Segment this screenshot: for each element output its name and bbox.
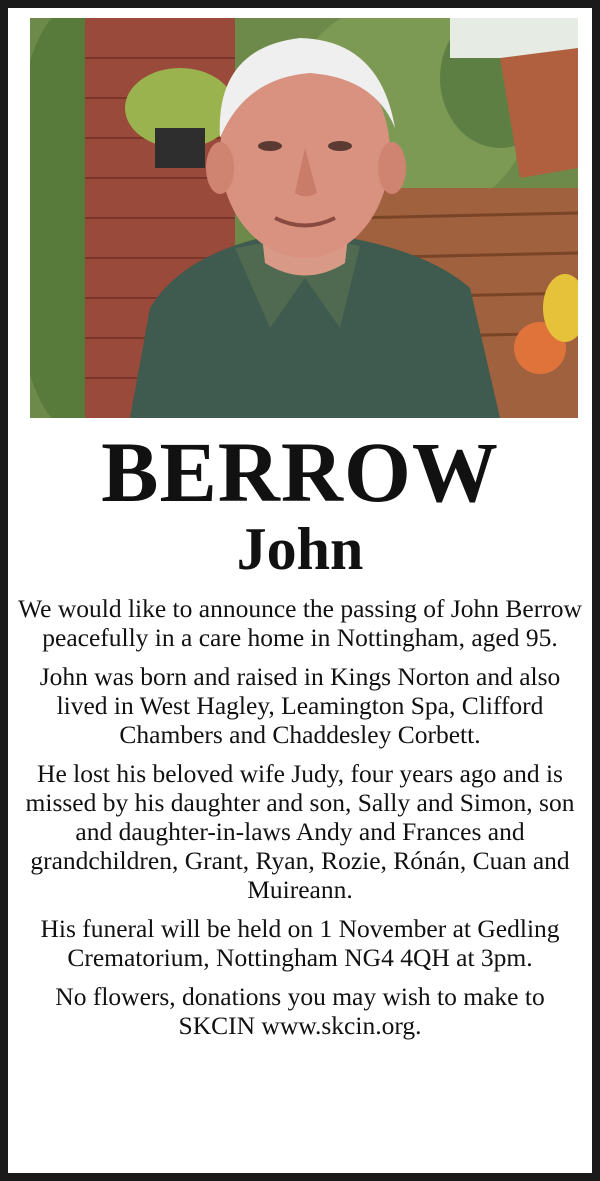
- family-paragraph: He lost his beloved wife Judy, four years ago and is missed by his daughter and son, Sally and Simon, son and daughter-in-laws Andy and Frances and grandchildren, Grant, Ryan, Rozie, Rónán, Cuan and Muireann.: [25, 759, 575, 904]
- donations-paragraph: No flowers, donations you may wish to make to SKCIN www.skcin.org.: [55, 982, 545, 1040]
- portrait-photo: [30, 18, 578, 418]
- surname-heading: BERROW: [101, 424, 499, 520]
- biography-paragraph: John was born and raised in Kings Norton and also lived in West Hagley, Leamington Spa, Clifford Chambers and Chaddesley Corbett.: [39, 662, 561, 749]
- portrait-illustration: [30, 18, 578, 418]
- announcement-paragraph: We would like to announce the passing of John Berrow peacefully in a care home in Nottingham, aged 95.: [18, 594, 582, 652]
- notice-body: [14, 594, 586, 1050]
- forename-heading: John: [236, 516, 364, 582]
- funeral-paragraph: His funeral will be held on 1 November at Gedling Crematorium, Nottingham NG4 4QH at 3pm.: [40, 914, 560, 972]
